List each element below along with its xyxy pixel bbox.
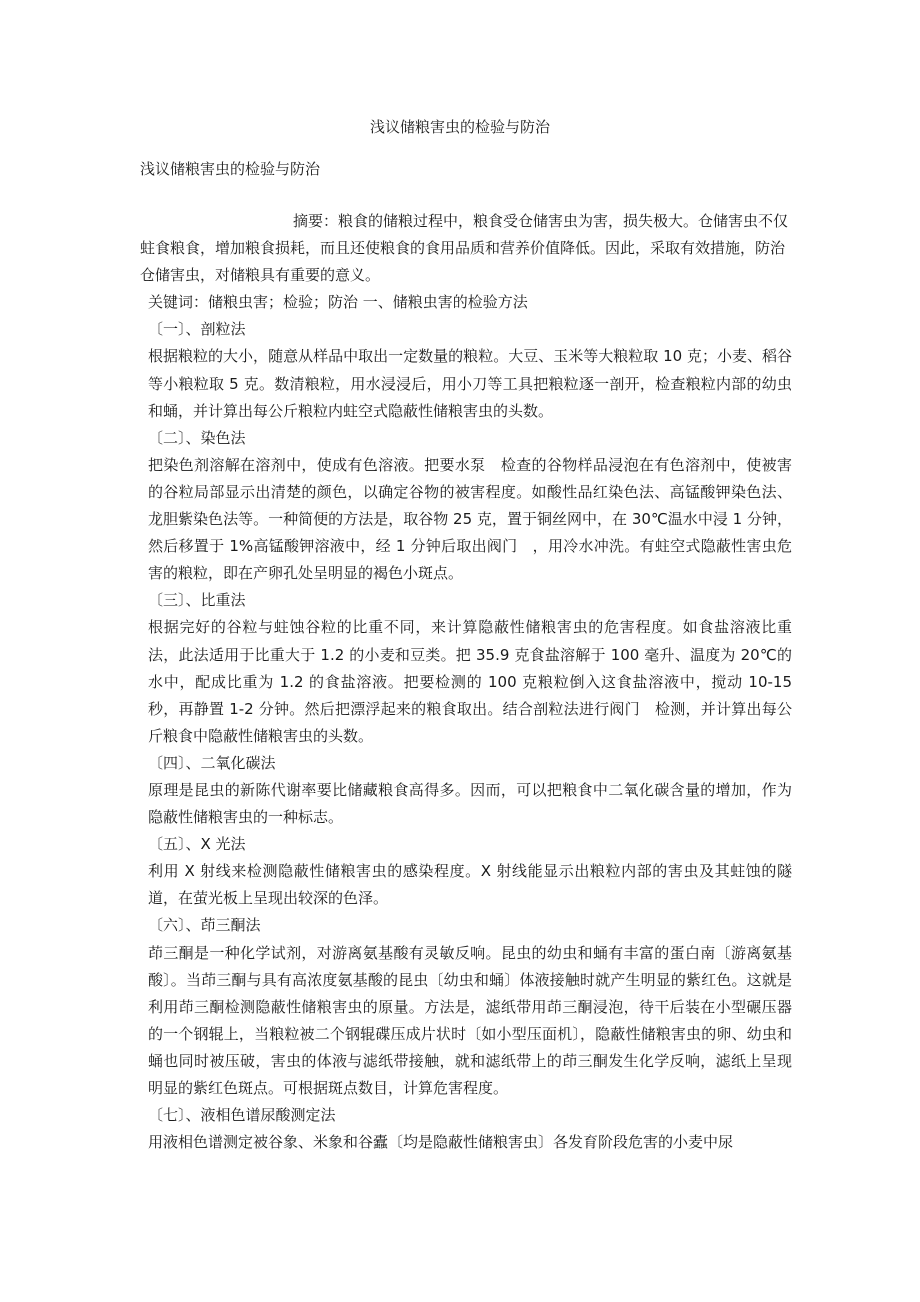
section-body-4: 原理是昆虫的新陈代谢率要比储藏粮食高得多。因而，可以把粮食中二氧化碳含量的增加，作为隐蔽性储粮害虫的一种标志。	[148, 780, 792, 827]
section-body-5: 利用 X 射线来检测隐蔽性储粮害虫的感染程度。X 射线能显示出粮粒内部的害虫及其蛀蚀的隧道，在萤光板上呈现出较深的色泽。	[148, 862, 792, 908]
section-body-3: 根据完好的谷粒与蛀蚀谷粒的比重不同，来计算隐蔽性储粮害虫的危害程度。如食盐溶液比重法，此法适用于比重大于 1.2 的小麦和豆类。把 35.9 克食盐溶解于 100 毫升、温度为 20℃的水中，配成比重为 1.2 的食盐溶液。把要检测的 100 克粮粒倒入这食盐溶液中，搅动 10-15 秒，再静置 1-2 分钟。然后把漂浮起来的粮食取出。结合剖粒法进行阀门 检测，并计算出每公斤粮食中隐蔽性储粮害虫的头数。	[148, 618, 792, 745]
section-heading-2: 〔二〕、染色法	[148, 428, 246, 447]
abstract-paragraph: 摘要：粮食的储粮过程中，粮食受仓储害虫为害，损失极大。仓储害虫不仅蛀食粮食，增加粮食损耗，而且还使粮食的食用品质和营养价值降低。因此，采取有效措施，防治仓储害虫，对储粮具有重要的意义。	[140, 212, 789, 285]
document-subtitle: 浅议储粮害虫的检验与防治	[140, 160, 321, 178]
section-heading-3: 〔三〕、比重法	[148, 591, 246, 610]
document-body	[140, 208, 792, 1156]
section-heading-7: 〔七〕、液相色谱尿酸测定法	[148, 1106, 336, 1125]
section-heading-6: 〔六〕、茚三酮法	[148, 916, 261, 935]
keywords-line: 关键词：储粮虫害；检验；防治 一、储粮虫害的检验方法	[148, 293, 528, 312]
section-body-6: 茚三酮是一种化学试剂，对游离氨基酸有灵敏反响。昆虫的幼虫和蛹有丰富的蛋白南〔游离氨基酸〕。当茚三酮与具有高浓度氨基酸的昆虫〔幼虫和蛹〕体液接触时就产生明显的紫红色。这就是利用茚三酮检测隐蔽性储粮害虫的原量。方法是，滤纸带用茚三酮浸泡，待干后装在小型碾压器的一个钢辊上，当粮粒被二个钢辊碟压成片状时〔如小型压面机〕，隐蔽性储粮害虫的卵、幼虫和蛹也同时被压破，害虫的体液与滤纸带接触，就和滤纸带上的茚三酮发生化学反响，滤纸上呈现明显的紫红色斑点。可根据斑点数目，计算危害程度。	[148, 943, 792, 1097]
section-heading-4: 〔四〕、二氧化碳法	[148, 753, 276, 772]
section-heading-5: 〔五〕、X 光法	[148, 835, 246, 854]
document-title: 浅议储粮害虫的检验与防治	[369, 118, 550, 136]
section-body-1: 根据粮粒的大小，随意从样品中取出一定数量的粮粒。大豆、玉米等大粮粒取 10 克；小麦、稻谷等小粮粒取 5 克。数清粮粒，用水浸浸后，用小刀等工具把粮粒逐一剖开，检查粮粒内部的幼虫和蛹，并计算出每公斤粮粒内蛀空式隐蔽性储粮害虫的头数。	[148, 347, 792, 420]
section-heading-1: 〔一〕、剖粒法	[148, 320, 246, 339]
section-body-7: 用液相色谱测定被谷象、米象和谷蠹〔均是隐蔽性储粮害虫〕各发育阶段危害的小麦中尿	[148, 1133, 734, 1152]
section-body-2: 把染色剂溶解在溶剂中，使成有色溶液。把要水泵 检查的谷物样品浸泡在有色溶剂中，使被害的谷粒局部显示出清楚的颜色，以确定谷物的被害程度。如酸性品红染色法、高锰酸钾染色法、龙胆紫染色法等。一种简便的方法是，取谷物 25 克，置于铜丝网中，在 30℃温水中浸 1 分钟，然后移置于 1%高锰酸钾溶液中，经 1 分钟后取出阀门 ，用冷水冲洗。有蛀空式隐蔽性害虫危害的粮粒，即在产卵孔处呈明显的褐色小斑点。	[148, 455, 792, 583]
